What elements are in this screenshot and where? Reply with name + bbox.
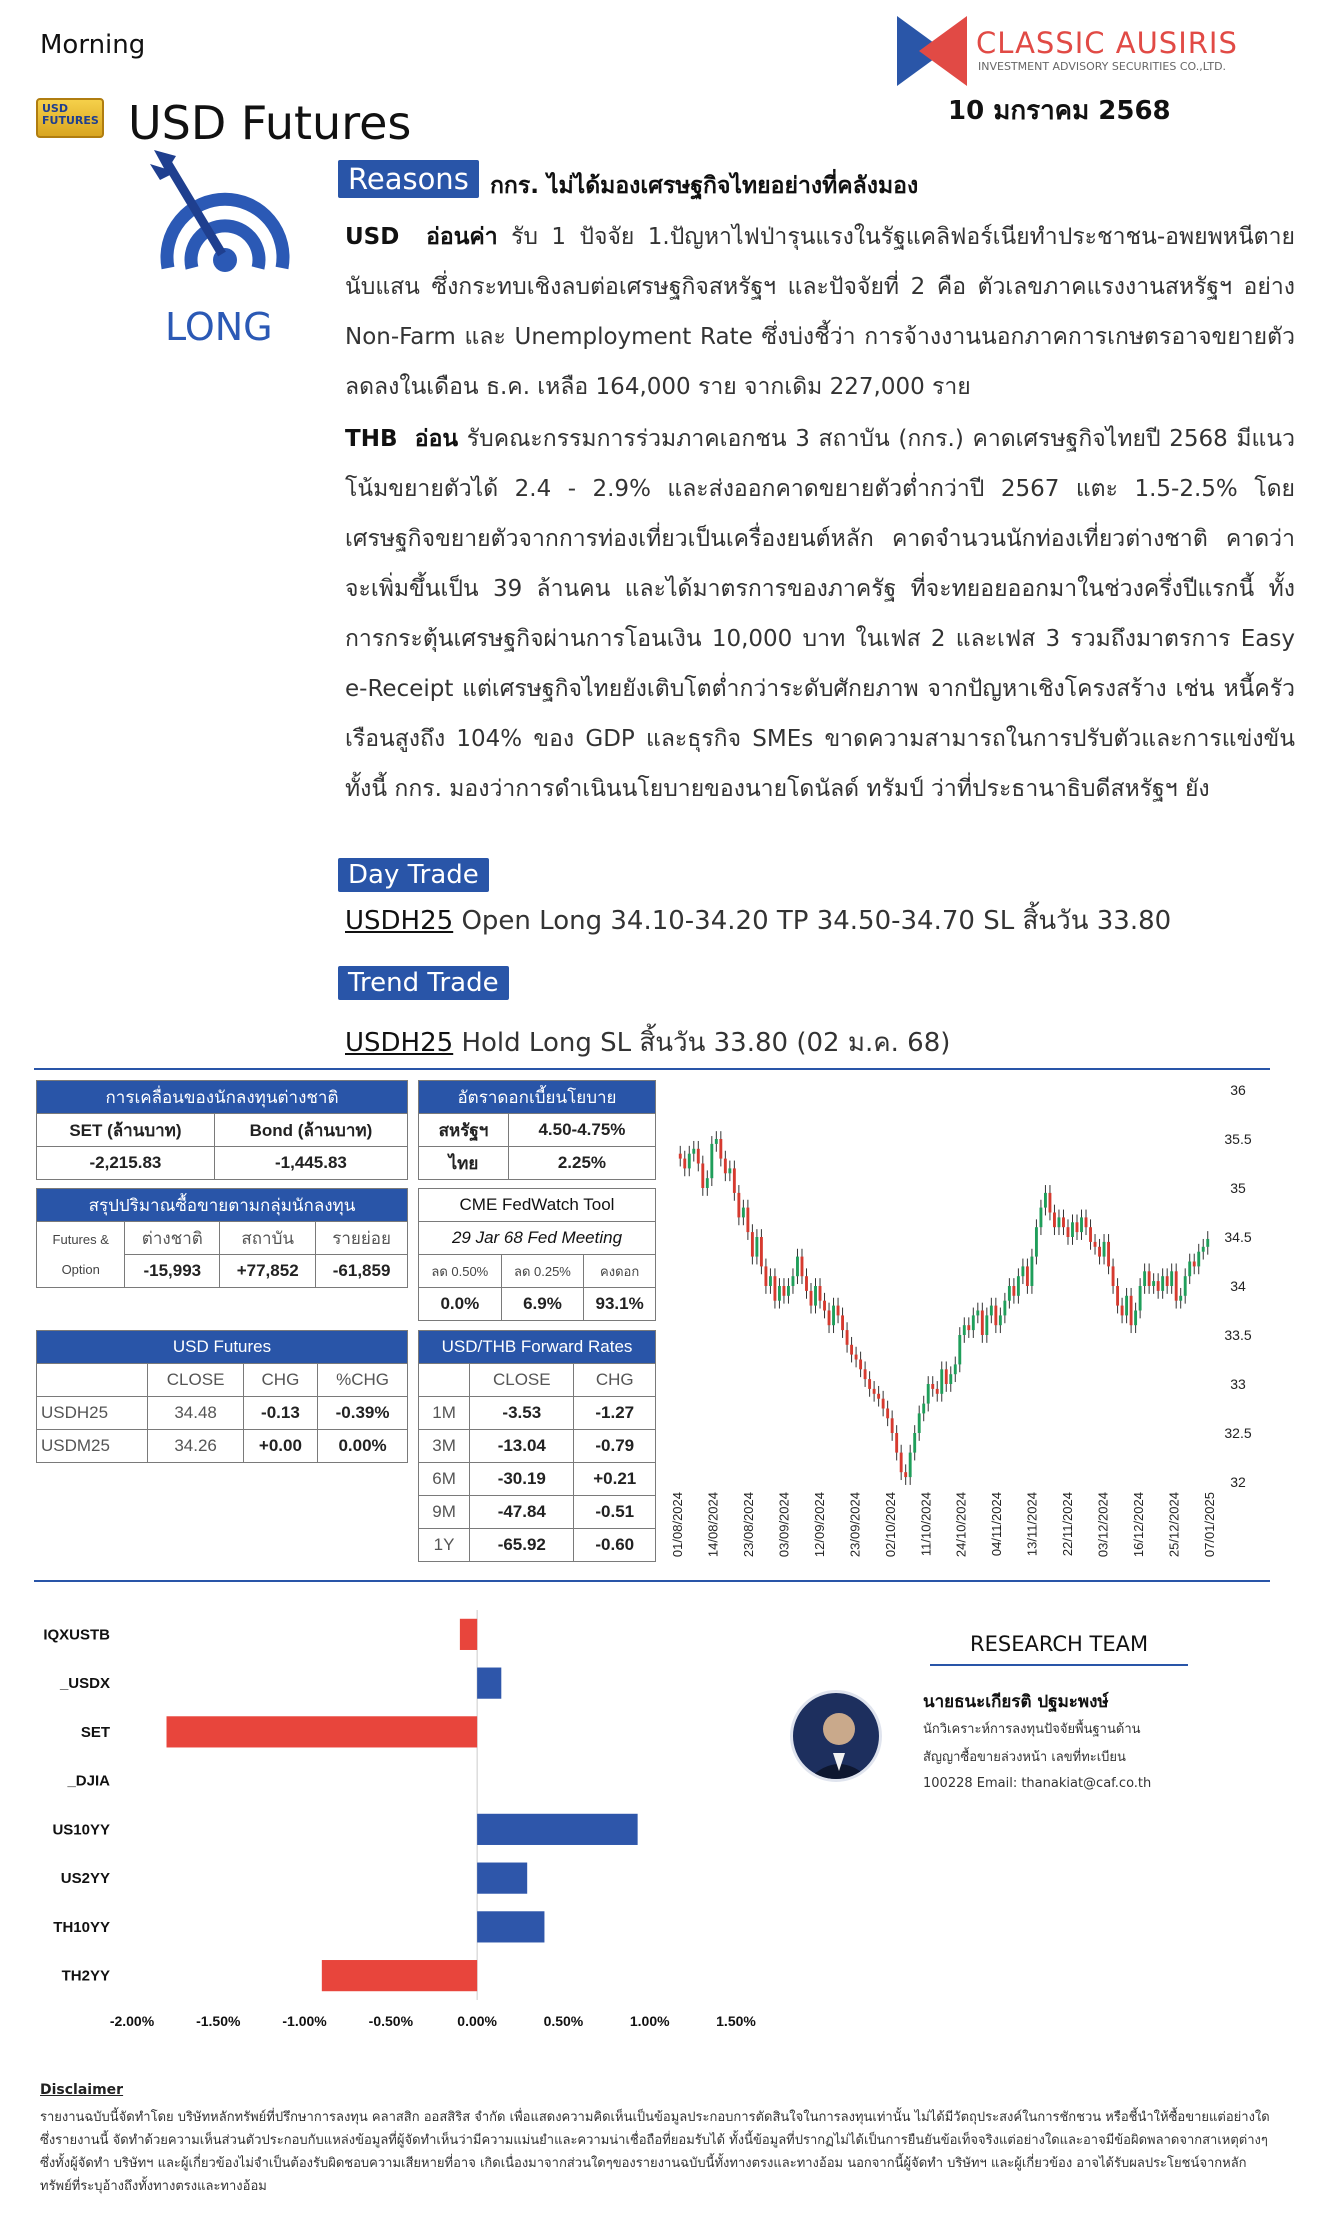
usd-futures-title: USD Futures bbox=[37, 1331, 408, 1364]
candle-body bbox=[823, 1301, 826, 1311]
y-tick-label: 32 bbox=[1230, 1474, 1246, 1490]
candle-body bbox=[936, 1389, 939, 1394]
x-tick-label: -0.50% bbox=[368, 2013, 414, 2029]
investor-summary-title: สรุปปริมาณซื้อขายตามกลุ่มนักลงทุน bbox=[37, 1189, 408, 1222]
y-tick-label: 35.5 bbox=[1224, 1131, 1252, 1147]
fedwatch-v2: 6.9% bbox=[501, 1288, 584, 1321]
candle-body bbox=[755, 1237, 758, 1257]
policy-rate-value-us: 4.50-4.75% bbox=[508, 1114, 655, 1147]
candle-body bbox=[1148, 1271, 1151, 1286]
policy-rate-table bbox=[418, 1080, 656, 1180]
candle-body bbox=[778, 1286, 781, 1301]
candle-body bbox=[1107, 1242, 1110, 1267]
usd-label: USD bbox=[345, 224, 400, 250]
candle-body bbox=[841, 1315, 844, 1330]
forward-rates-h2: CHG bbox=[574, 1364, 656, 1397]
candle-body bbox=[877, 1394, 880, 1399]
x-tick-label: 23/08/2024 bbox=[740, 1492, 756, 1558]
candle-body bbox=[958, 1335, 961, 1364]
table-row: 1M -3.53 -1.27 bbox=[419, 1397, 656, 1430]
x-tick-label: 04/11/2024 bbox=[989, 1492, 1005, 1557]
usd-view: อ่อนค่า bbox=[426, 224, 498, 250]
candle-body bbox=[746, 1208, 749, 1233]
table-row: USDM25 34.26 +0.00 0.00% bbox=[37, 1430, 408, 1463]
candle-body bbox=[796, 1257, 799, 1277]
candle-body bbox=[737, 1193, 740, 1218]
session-label: Morning bbox=[40, 30, 146, 60]
candle-body bbox=[764, 1266, 767, 1286]
candle-body bbox=[1076, 1222, 1079, 1232]
forward-rates-title: USD/THB Forward Rates bbox=[419, 1331, 656, 1364]
target-dart-icon bbox=[150, 150, 300, 290]
bar-category-label: TH2YY bbox=[61, 1967, 110, 1985]
candle-body bbox=[1134, 1311, 1137, 1326]
reasons-tag: Reasons bbox=[338, 160, 479, 198]
foreign-flow-title: การเคลื่อนของนักลงทุนต่างชาติ bbox=[37, 1081, 408, 1114]
candle-body bbox=[1085, 1217, 1088, 1227]
candle-body bbox=[855, 1355, 858, 1360]
candle-body bbox=[1103, 1242, 1106, 1257]
candle-body bbox=[832, 1306, 835, 1326]
x-tick-label: 12/09/2024 bbox=[811, 1492, 827, 1558]
usd-futures-table bbox=[36, 1330, 408, 1463]
candle-body bbox=[963, 1325, 966, 1335]
fedwatch-h2: ลด 0.25% bbox=[501, 1255, 584, 1288]
page-title: USD Futures bbox=[128, 96, 412, 150]
stance-label: LONG bbox=[165, 305, 273, 349]
candle-body bbox=[1094, 1242, 1097, 1247]
table-row: 1Y -65.92 -0.60 bbox=[419, 1529, 656, 1562]
day-trade-text bbox=[345, 900, 1171, 941]
analyst-name: นายธนะเกียรติ ปฐมะพงษ์ bbox=[923, 1692, 1109, 1712]
investor-summary-h2: สถาบัน bbox=[220, 1222, 316, 1255]
candle-body bbox=[1067, 1227, 1070, 1237]
bar-_usdx bbox=[477, 1668, 501, 1699]
forward-rates-table bbox=[418, 1330, 656, 1562]
x-tick-label: 13/11/2024 bbox=[1024, 1492, 1040, 1557]
bar-category-label: IQXUSTB bbox=[43, 1626, 110, 1644]
brand-logo-icon bbox=[897, 16, 967, 86]
candle-body bbox=[990, 1306, 993, 1316]
y-tick-label: 33 bbox=[1230, 1376, 1246, 1392]
fedwatch-meeting: 29 Jar 68 Fed Meeting bbox=[419, 1222, 656, 1255]
candle-body bbox=[792, 1276, 795, 1286]
x-tick-label: 02/10/2024 bbox=[882, 1492, 898, 1558]
candle-body bbox=[1157, 1281, 1160, 1291]
candle-body bbox=[904, 1472, 907, 1477]
candle-body bbox=[1175, 1271, 1178, 1300]
candle-body bbox=[1026, 1266, 1029, 1286]
candle-body bbox=[1049, 1193, 1052, 1213]
trend-trade-detail: Hold Long SL สิ้นวัน 33.80 (02 ม.ค. 68) bbox=[453, 1028, 951, 1058]
foreign-flow-val2: -1,445.83 bbox=[214, 1147, 407, 1180]
bar-category-label: US2YY bbox=[60, 1870, 110, 1888]
usd-futures-badge-icon: USD FUTURES bbox=[36, 98, 104, 138]
candle-body bbox=[769, 1276, 772, 1286]
candle-body bbox=[706, 1178, 709, 1188]
y-tick-label: 36 bbox=[1230, 1082, 1246, 1098]
candle-body bbox=[1116, 1286, 1119, 1306]
x-tick-label: 25/12/2024 bbox=[1166, 1492, 1182, 1558]
bar-set bbox=[167, 1716, 478, 1747]
candle-body bbox=[1062, 1217, 1065, 1227]
candle-body bbox=[814, 1286, 817, 1306]
candle-body bbox=[1003, 1301, 1006, 1316]
table-row: USDH25 34.48 -0.13 -0.39% bbox=[37, 1397, 408, 1430]
bar-th10yy bbox=[477, 1911, 544, 1942]
y-tick-label: 34 bbox=[1230, 1278, 1246, 1294]
candle-body bbox=[1112, 1266, 1115, 1286]
candle-body bbox=[1089, 1227, 1092, 1242]
trend-trade-symbol: USDH25 bbox=[345, 1028, 454, 1058]
investor-summary-rowlabel: Futures & Option bbox=[37, 1222, 125, 1288]
candle-body bbox=[810, 1291, 813, 1306]
foreign-flow-col2: Bond (ล้านบาท) bbox=[214, 1114, 407, 1147]
x-tick-label: 0.00% bbox=[457, 2013, 497, 2029]
candle-body bbox=[787, 1286, 790, 1296]
x-tick-label: -2.00% bbox=[109, 2013, 155, 2029]
brand-subtitle: INVESTMENT ADVISORY SECURITIES CO.,LTD. bbox=[978, 60, 1227, 73]
candle-body bbox=[1053, 1213, 1056, 1228]
forward-rates-corner bbox=[419, 1364, 470, 1397]
candle-body bbox=[976, 1311, 979, 1316]
analyst-avatar bbox=[790, 1690, 882, 1782]
usd-futures-candlestick-chart bbox=[670, 1080, 1270, 1590]
thb-reason-paragraph bbox=[345, 414, 1295, 814]
candle-body bbox=[701, 1164, 704, 1189]
usd-reason-paragraph bbox=[345, 212, 1295, 412]
candle-body bbox=[1188, 1262, 1191, 1277]
candle-body bbox=[1166, 1276, 1169, 1286]
candle-body bbox=[683, 1159, 686, 1169]
candle-body bbox=[805, 1276, 808, 1291]
fedwatch-h3: คงดอก bbox=[584, 1255, 656, 1288]
candle-body bbox=[1021, 1266, 1024, 1276]
candle-body bbox=[940, 1369, 943, 1394]
research-team-divider bbox=[930, 1664, 1188, 1666]
candle-body bbox=[882, 1399, 885, 1409]
foreign-flow-table bbox=[36, 1080, 408, 1180]
y-tick-label: 34.5 bbox=[1224, 1229, 1252, 1245]
x-tick-label: 03/09/2024 bbox=[776, 1492, 792, 1558]
investor-summary-table bbox=[36, 1188, 408, 1288]
market-change-bar-chart bbox=[36, 1600, 756, 2060]
candle-body bbox=[719, 1139, 722, 1159]
candle-body bbox=[692, 1149, 695, 1154]
candle-body bbox=[913, 1433, 916, 1453]
candle-body bbox=[868, 1379, 871, 1389]
candle-body bbox=[909, 1453, 912, 1478]
foreign-flow-col1: SET (ล้านบาท) bbox=[37, 1114, 215, 1147]
candle-body bbox=[891, 1418, 894, 1433]
candle-body bbox=[751, 1232, 754, 1257]
bar-category-label: _USDX bbox=[59, 1675, 110, 1693]
candle-body bbox=[728, 1168, 731, 1173]
usd-futures-h3: %CHG bbox=[318, 1364, 408, 1397]
candle-body bbox=[742, 1208, 745, 1218]
usd-futures-corner bbox=[37, 1364, 148, 1397]
bar-us2yy bbox=[477, 1863, 527, 1894]
candle-body bbox=[715, 1139, 718, 1144]
candle-body bbox=[1044, 1193, 1047, 1208]
person-icon bbox=[793, 1693, 882, 1782]
analyst-license: สัญญาซื้อขายล่วงหน้า เลขที่ทะเบียน bbox=[923, 1750, 1126, 1765]
candle-body bbox=[999, 1315, 1002, 1325]
bar-category-label: US10YY bbox=[52, 1821, 110, 1839]
candle-body bbox=[1125, 1296, 1128, 1316]
investor-summary-h3: รายย่อย bbox=[316, 1222, 408, 1255]
candle-body bbox=[1179, 1296, 1182, 1301]
candle-body bbox=[1143, 1271, 1146, 1286]
day-trade-tag: Day Trade bbox=[338, 858, 489, 892]
candle-body bbox=[1030, 1257, 1033, 1286]
investor-summary-v3: -61,859 bbox=[316, 1255, 408, 1288]
candle-body bbox=[927, 1384, 930, 1404]
x-tick-label: 22/11/2024 bbox=[1060, 1492, 1076, 1557]
candle-body bbox=[733, 1168, 736, 1193]
y-tick-label: 35 bbox=[1230, 1180, 1246, 1196]
brand-name: CLASSIC AUSIRIS bbox=[976, 26, 1238, 60]
candle-body bbox=[900, 1453, 903, 1473]
candle-body bbox=[1121, 1306, 1124, 1316]
candle-body bbox=[688, 1154, 691, 1169]
fedwatch-h1: ลด 0.50% bbox=[419, 1255, 502, 1288]
candle-body bbox=[1080, 1217, 1083, 1232]
candle-body bbox=[945, 1369, 948, 1384]
investor-summary-h1: ต่างชาติ bbox=[125, 1222, 220, 1255]
candle-body bbox=[994, 1306, 997, 1326]
x-tick-label: -1.00% bbox=[282, 2013, 327, 2029]
x-tick-label: 1.50% bbox=[716, 2013, 756, 2029]
x-tick-label: 14/08/2024 bbox=[705, 1492, 721, 1558]
candle-body bbox=[1139, 1286, 1142, 1311]
research-team-heading: RESEARCH TEAM bbox=[970, 1632, 1149, 1656]
candle-body bbox=[773, 1276, 776, 1301]
policy-rate-title: อัตราดอกเบี้ยนโยบาย bbox=[419, 1081, 656, 1114]
candle-body bbox=[1098, 1247, 1101, 1257]
candle-body bbox=[1152, 1281, 1155, 1286]
fedwatch-title: CME FedWatch Tool bbox=[419, 1189, 656, 1222]
candle-body bbox=[846, 1330, 849, 1345]
bar-category-label: TH10YY bbox=[53, 1918, 110, 1936]
investor-summary-v2: +77,852 bbox=[220, 1255, 316, 1288]
candle-body bbox=[972, 1315, 975, 1330]
fedwatch-v3: 93.1% bbox=[584, 1288, 656, 1321]
candle-body bbox=[954, 1364, 957, 1374]
candle-body bbox=[922, 1404, 925, 1414]
fedwatch-table bbox=[418, 1188, 656, 1321]
section-divider-top bbox=[34, 1068, 1270, 1070]
foreign-flow-val1: -2,215.83 bbox=[37, 1147, 215, 1180]
candle-body bbox=[710, 1144, 713, 1178]
candle-body bbox=[931, 1384, 934, 1389]
candle-body bbox=[1202, 1247, 1205, 1252]
analyst-role: นักวิเคราะห์การลงทุนปัจจัยพื้นฐานด้าน bbox=[923, 1722, 1141, 1737]
usd-futures-h2: CHG bbox=[243, 1364, 317, 1397]
candle-body bbox=[1035, 1227, 1038, 1256]
candle-body bbox=[985, 1315, 988, 1335]
candle-body bbox=[828, 1311, 831, 1326]
disclaimer-text: รายงานฉบับนี้จัดทำโดย บริษัทหลักทรัพย์ที่ปรึกษาการลงทุน คลาสสิก ออสสิริส จำกัด เพื่อแสดงความคิดเห็นเป็นข้อมูลประกอบการตัดสินใจในการลงทุนเท่านั้น ไม่ได้มีวัตถุประสงค์ในการชักชวน หรือชี้นำให้ซื้อขายแต่อย่างใด ซึ่งรายงานนี้ จัดทำด้วยความเห็นส่วนตัวประกอบกับแหล่งข้อมูลที่ผู้จัดทำเห็นว่ามีความแม่นยำและความน่าเชื่อถือที่ยอมรับได้ ทั้งนี้ข้อมูลที่ปรากฏไม่ได้เป็นการยืนยันข้อเท็จจริงแต่อย่างใดและอาจมีข้อผิดพลาดจากสาเหตุต่างๆ ซึ่งทั้งผู้จัดทำ บริษัทฯ และผู้เกี่ยวข้องไม่จำเป็นต้องรับผิดชอบความเสียหายที่อาจ เกิดเนื่องมาจากส่วนใดๆของรายงานฉบับนี้ทั้งทางตรงและทางอ้อม นอกจากนี้ผู้จัดทำ บริษัทฯ และผู้เกี่ยวข้อง อาจได้รับผลประโยชน์จากหลักทรัพย์ที่ระบุอ้างถึงทั้งทางตรงและทางอ้อม bbox=[40, 2110, 1270, 2194]
bar-th2yy bbox=[322, 1960, 477, 1991]
usd-futures-h1: CLOSE bbox=[148, 1364, 243, 1397]
candle-body bbox=[1008, 1286, 1011, 1301]
x-tick-label: 07/01/2025 bbox=[1202, 1492, 1217, 1558]
candle-body bbox=[801, 1257, 804, 1277]
candle-body bbox=[1017, 1276, 1020, 1296]
policy-rate-label-th: ไทย bbox=[419, 1147, 509, 1180]
candle-body bbox=[1170, 1271, 1173, 1286]
candle-body bbox=[1058, 1217, 1061, 1227]
x-tick-label: 0.50% bbox=[543, 2013, 584, 2029]
x-tick-label: 23/09/2024 bbox=[847, 1492, 863, 1558]
candle-body bbox=[886, 1409, 889, 1419]
fedwatch-v1: 0.0% bbox=[419, 1288, 502, 1321]
candle-body bbox=[1184, 1276, 1187, 1296]
x-tick-label: 1.00% bbox=[629, 2013, 670, 2029]
x-tick-label: 11/10/2024 bbox=[918, 1492, 934, 1557]
candle-body bbox=[697, 1149, 700, 1164]
policy-rate-value-th: 2.25% bbox=[508, 1147, 655, 1180]
usd-reason-text: รับ 1 ปัจจัย 1.ปัญหาไฟป่ารุนแรงในรัฐแคลิฟอร์เนียทำประชาชน-อพยพหนีตาย นับแสน ซึ่งกระทบเชิงลบต่อเศรษฐกิจสหรัฐฯ และปัจจัยที่ 2 คือ ตัวเลขภาคแรงงานสหรัฐฯ อย่าง Non-Farm และ Unemployment Rate ซึ่งบ่งชี้ว่า การจ้างงานนอกภาคการเกษตรอาจขยายตัวลดลงในเดือน ธ.ค. เหลือ 164,000 ราย จากเดิม 227,000 ราย bbox=[345, 224, 1296, 400]
bar-category-label: SET bbox=[80, 1723, 110, 1741]
candle-body bbox=[837, 1306, 840, 1316]
analyst-contact: 100228 Email: thanakiat@caf.co.th bbox=[923, 1776, 1152, 1791]
table-row: 9M -47.84 -0.51 bbox=[419, 1496, 656, 1529]
candle-body bbox=[1012, 1286, 1015, 1296]
candle-body bbox=[918, 1413, 921, 1433]
x-tick-label: 01/08/2024 bbox=[670, 1492, 685, 1558]
thb-label: THB bbox=[345, 426, 398, 452]
reasons-headline: กกร. ไม่ได้มองเศรษฐกิจไทยอย่างที่คลังมอง bbox=[490, 173, 919, 199]
candle-body bbox=[1161, 1276, 1164, 1291]
table-row: 6M -30.19 +0.21 bbox=[419, 1463, 656, 1496]
bar-iqxustb bbox=[460, 1619, 477, 1650]
y-tick-label: 33.5 bbox=[1224, 1327, 1252, 1343]
policy-rate-label-us: สหรัฐฯ bbox=[419, 1114, 509, 1147]
candle-body bbox=[1130, 1296, 1133, 1325]
candle-body bbox=[850, 1345, 853, 1355]
candle-body bbox=[859, 1360, 862, 1370]
table-row: 3M -13.04 -0.79 bbox=[419, 1430, 656, 1463]
section-divider-bottom bbox=[34, 1580, 1270, 1582]
x-tick-label: 03/12/2024 bbox=[1095, 1492, 1111, 1558]
candle-body bbox=[1039, 1208, 1042, 1228]
report-date: 10 มกราคม 2568 bbox=[948, 96, 1171, 126]
candle-body bbox=[864, 1369, 867, 1379]
thb-view: อ่อน bbox=[414, 426, 459, 452]
trend-trade-text bbox=[345, 1022, 950, 1063]
candle-body bbox=[967, 1325, 970, 1330]
bar-us10yy bbox=[477, 1814, 637, 1845]
bar-category-label: _DJIA bbox=[67, 1772, 110, 1790]
candle-body bbox=[1071, 1222, 1074, 1237]
candle-body bbox=[724, 1159, 727, 1174]
candle-body bbox=[949, 1374, 952, 1384]
x-tick-label: -1.50% bbox=[196, 2013, 241, 2029]
thb-reason-text: รับคณะกรรมการร่วมภาคเอกชน 3 สถาบัน (กกร.) คาดเศรษฐกิจไทยปี 2568 มีแนวโน้มขยายตัวได้ 2.4 - 2.9% และส่งออกคาดขยายตัวต่ำกว่าปี 2567 แตะ 1.5-2.5% โดยเศรษฐกิจขยายตัวจากการท่องเที่ยวเป็นเครื่องยนต์หลัก คาดจำนวนนักท่องเที่ยวต่างชาติ คาดว่าจะเพิ่มขึ้นเป็น 39 ล้านคน และได้มาตรการของภาครัฐ ที่จะทยอยออกมาในช่วงครึ่งปีแรกนี้ ทั้งการกระตุ้นเศรษฐกิจผ่านการโอนเงิน 10,000 บาท ในเฟส 2 และเฟส 3 รวมถึงมาตรการ Easy e-Receipt แต่เศรษฐกิจไทยยังเติบโตต่ำกว่าระดับศักยภาพ จากปัญหาเชิงโครงสร้าง เช่น หนี้ครัวเรือนสูงถึง 104% ของ GDP และธุรกิจ SMEs ขาดความสามารถในการปรับตัวและการแข่งขัน ทั้งนี้ กกร. มองว่าการดำเนินนโยบายของนายโดนัลด์ ทรัมป์ ว่าที่ประธานาธิบดีสหรัฐฯ ยัง bbox=[345, 426, 1295, 802]
candle-body bbox=[1206, 1239, 1209, 1247]
candle-body bbox=[819, 1286, 822, 1301]
candle-body bbox=[981, 1311, 984, 1336]
investor-summary-v1: -15,993 bbox=[125, 1255, 220, 1288]
candle-body bbox=[895, 1433, 898, 1453]
x-tick-label: 24/10/2024 bbox=[953, 1492, 969, 1558]
candle-body bbox=[1197, 1252, 1200, 1267]
candle-body bbox=[679, 1154, 682, 1159]
forward-rates-h1: CLOSE bbox=[470, 1364, 574, 1397]
day-trade-symbol: USDH25 bbox=[345, 906, 454, 936]
candle-body bbox=[873, 1389, 876, 1394]
trend-trade-tag: Trend Trade bbox=[338, 966, 509, 1000]
day-trade-detail: Open Long 34.10-34.20 TP 34.50-34.70 SL สิ้นวัน 33.80 bbox=[453, 906, 1172, 936]
candle-body bbox=[1193, 1262, 1196, 1267]
y-tick-label: 32.5 bbox=[1224, 1425, 1252, 1441]
candle-body bbox=[783, 1286, 786, 1296]
disclaimer-heading: Disclaimer bbox=[40, 2082, 124, 2098]
candle-body bbox=[760, 1237, 763, 1266]
x-tick-label: 16/12/2024 bbox=[1131, 1492, 1147, 1558]
